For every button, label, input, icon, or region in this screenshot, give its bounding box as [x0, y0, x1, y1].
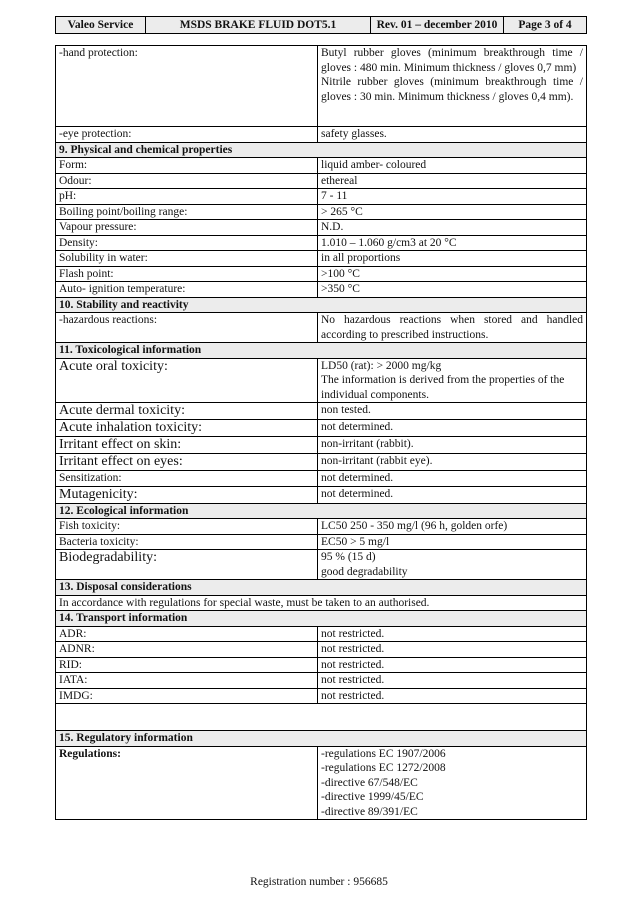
header-page-number: Page 3 of 4: [504, 17, 587, 34]
property-label: Form:: [56, 158, 318, 174]
property-row: [56, 313, 587, 343]
property-row: [56, 358, 587, 403]
property-value-line: non tested.: [321, 404, 371, 416]
property-value-line: not restricted.: [321, 643, 385, 655]
section-heading-row: [56, 580, 587, 596]
section-heading: 15. Regulatory information: [56, 731, 587, 747]
property-value: [318, 127, 587, 143]
property-row: [56, 173, 587, 189]
section-heading: 12. Ecological information: [56, 503, 587, 519]
property-label: Sensitization:: [56, 471, 318, 487]
property-value: [318, 519, 587, 535]
property-value-line: >100 °C: [321, 267, 360, 280]
blank-row: [56, 704, 587, 731]
property-value: [318, 282, 587, 298]
section-heading-row: [56, 503, 587, 519]
property-row: [56, 204, 587, 220]
property-row: [56, 282, 587, 298]
section-heading-row: [56, 297, 587, 313]
property-value: [318, 46, 587, 127]
property-value-line: not restricted.: [321, 674, 385, 686]
property-row: [56, 437, 587, 454]
property-row: [56, 403, 587, 420]
property-value: [318, 746, 587, 820]
property-value: [318, 251, 587, 267]
property-value: [318, 313, 587, 343]
msds-content-table: [55, 45, 587, 820]
property-label: Acute oral toxicity:: [56, 358, 318, 403]
property-value: [318, 358, 587, 403]
header-company: Valeo Service: [56, 17, 146, 34]
property-row: [56, 46, 587, 127]
property-label: pH:: [56, 189, 318, 205]
property-value-line: not determined.: [321, 421, 394, 433]
property-value-line: not restricted.: [321, 658, 385, 671]
property-value-line: not determined.: [321, 472, 394, 484]
full-width-row: [56, 595, 587, 611]
property-row: [56, 673, 587, 689]
property-label: Irritant effect on eyes:: [56, 454, 318, 471]
document-header: [55, 16, 587, 34]
section-heading: 9. Physical and chemical properties: [56, 142, 587, 158]
property-label: Density:: [56, 235, 318, 251]
property-value-line: -regulations EC 1907/2006: [321, 747, 446, 760]
property-label: Irritant effect on skin:: [56, 437, 318, 454]
header-doc-title: MSDS BRAKE FLUID DOT5.1: [146, 17, 371, 34]
property-value: [318, 534, 587, 550]
property-row: [56, 454, 587, 471]
property-value-line: LD50 (rat): > 2000 mg/kg: [321, 359, 442, 372]
property-value-line: LC50 250 - 350 mg/l (96 h, golden orfe): [321, 520, 508, 532]
property-label: Flash point:: [56, 266, 318, 282]
property-value-line: 7 - 11: [321, 190, 348, 202]
property-value-line: No hazardous reactions when stored and handled according to prescribed instructions.: [321, 314, 583, 341]
section-heading-row: [56, 343, 587, 359]
section-heading: 14. Transport information: [56, 611, 587, 627]
property-value: [318, 158, 587, 174]
property-row: [56, 158, 587, 174]
property-value-line: -regulations EC 1272/2008: [321, 762, 446, 774]
property-value-line: > 265 °C: [321, 205, 363, 218]
property-value-line: not restricted.: [321, 627, 385, 640]
property-value-line: 95 % (15 d): [321, 551, 376, 563]
property-value-line: -directive 67/548/EC: [321, 776, 418, 789]
property-value: [318, 626, 587, 642]
property-row: [56, 251, 587, 267]
full-width-text: In accordance with regulations for special waste, must be taken to an authorised.: [56, 595, 587, 611]
property-row: [56, 746, 587, 820]
property-label: Acute inhalation toxicity:: [56, 420, 318, 437]
property-value-line: -directive 89/391/EC: [321, 805, 418, 818]
property-value: [318, 673, 587, 689]
property-value-line: non-irritant (rabbit eye).: [321, 455, 433, 467]
registration-number: Registration number : 956685: [250, 876, 388, 888]
property-row: [56, 626, 587, 642]
property-value-line: Nitrile rubber gloves (minimum breakthrough time / gloves : 30 min. Minimum thickness / gloves 0,4 mm).: [321, 76, 583, 103]
property-value: [318, 420, 587, 437]
property-value: [318, 403, 587, 420]
header-revision: Rev. 01 – december 2010: [371, 17, 504, 34]
property-row: [56, 127, 587, 143]
property-label: Biodegradability:: [56, 550, 318, 580]
property-label: Solubility in water:: [56, 251, 318, 267]
property-value: [318, 486, 587, 503]
property-label: Odour:: [56, 173, 318, 189]
section-heading: 13. Disposal considerations: [56, 580, 587, 596]
property-value-line: -directive 1999/45/EC: [321, 791, 424, 803]
blank-cell: [56, 704, 587, 731]
property-value: [318, 688, 587, 704]
property-value: [318, 550, 587, 580]
property-value-line: 1.010 – 1.060 g/cm3 at 20 °C: [321, 236, 457, 249]
property-label: Vapour pressure:: [56, 220, 318, 236]
section-heading: 10. Stability and reactivity: [56, 297, 587, 313]
property-value-line: Butyl rubber gloves (minimum breakthrough time / gloves : 480 min. Minimum thickness / gloves 0,7 mm): [321, 47, 583, 74]
property-label: Bacteria toxicity:: [56, 534, 318, 550]
property-row: [56, 471, 587, 487]
section-heading-row: [56, 142, 587, 158]
property-value-line: good degradability: [321, 565, 408, 578]
property-value: [318, 204, 587, 220]
property-value: [318, 454, 587, 471]
property-row: [56, 642, 587, 658]
property-value-line: ethereal: [321, 174, 358, 187]
property-label: Regulations:: [56, 746, 318, 820]
property-value-line: non-irritant (rabbit).: [321, 438, 414, 450]
property-label: Mutagenicity:: [56, 486, 318, 503]
section-heading: 11. Toxicological information: [56, 343, 587, 359]
property-row: [56, 486, 587, 503]
property-value: [318, 235, 587, 251]
property-label: Boiling point/boiling range:: [56, 204, 318, 220]
property-label: Acute dermal toxicity:: [56, 403, 318, 420]
property-row: [56, 688, 587, 704]
property-label: -eye protection:: [56, 127, 318, 143]
property-row: [56, 220, 587, 236]
property-value: [318, 657, 587, 673]
property-value: [318, 220, 587, 236]
property-label: ADR:: [56, 626, 318, 642]
property-value: [318, 266, 587, 282]
property-row: [56, 534, 587, 550]
property-value-line: N.D.: [321, 221, 344, 233]
property-label: -hand protection:: [56, 46, 318, 127]
property-label: RID:: [56, 657, 318, 673]
property-value-line: in all proportions: [321, 252, 401, 264]
property-label: IMDG:: [56, 688, 318, 704]
property-value-line: not determined.: [321, 487, 394, 500]
property-label: ADNR:: [56, 642, 318, 658]
property-row: [56, 266, 587, 282]
property-value-line: EC50 > 5 mg/l: [321, 535, 390, 548]
section-heading-row: [56, 611, 587, 627]
property-value: [318, 173, 587, 189]
property-value: [318, 642, 587, 658]
property-row: [56, 657, 587, 673]
property-value: [318, 471, 587, 487]
property-label: -hazardous reactions:: [56, 313, 318, 343]
property-value-line: The information is derived from the properties of the individual components.: [321, 374, 565, 401]
property-row: [56, 550, 587, 580]
property-value-line: liquid amber- coloured: [321, 159, 427, 171]
property-label: Fish toxicity:: [56, 519, 318, 535]
property-value-line: not restricted.: [321, 689, 385, 702]
property-row: [56, 235, 587, 251]
property-label: IATA:: [56, 673, 318, 689]
property-row: [56, 519, 587, 535]
property-value-line: safety glasses.: [321, 128, 387, 140]
property-value-line: >350 °C: [321, 283, 360, 295]
property-value: [318, 189, 587, 205]
property-value: [318, 437, 587, 454]
property-row: [56, 420, 587, 437]
property-row: [56, 189, 587, 205]
section-heading-row: [56, 731, 587, 747]
property-label: Auto- ignition temperature:: [56, 282, 318, 298]
